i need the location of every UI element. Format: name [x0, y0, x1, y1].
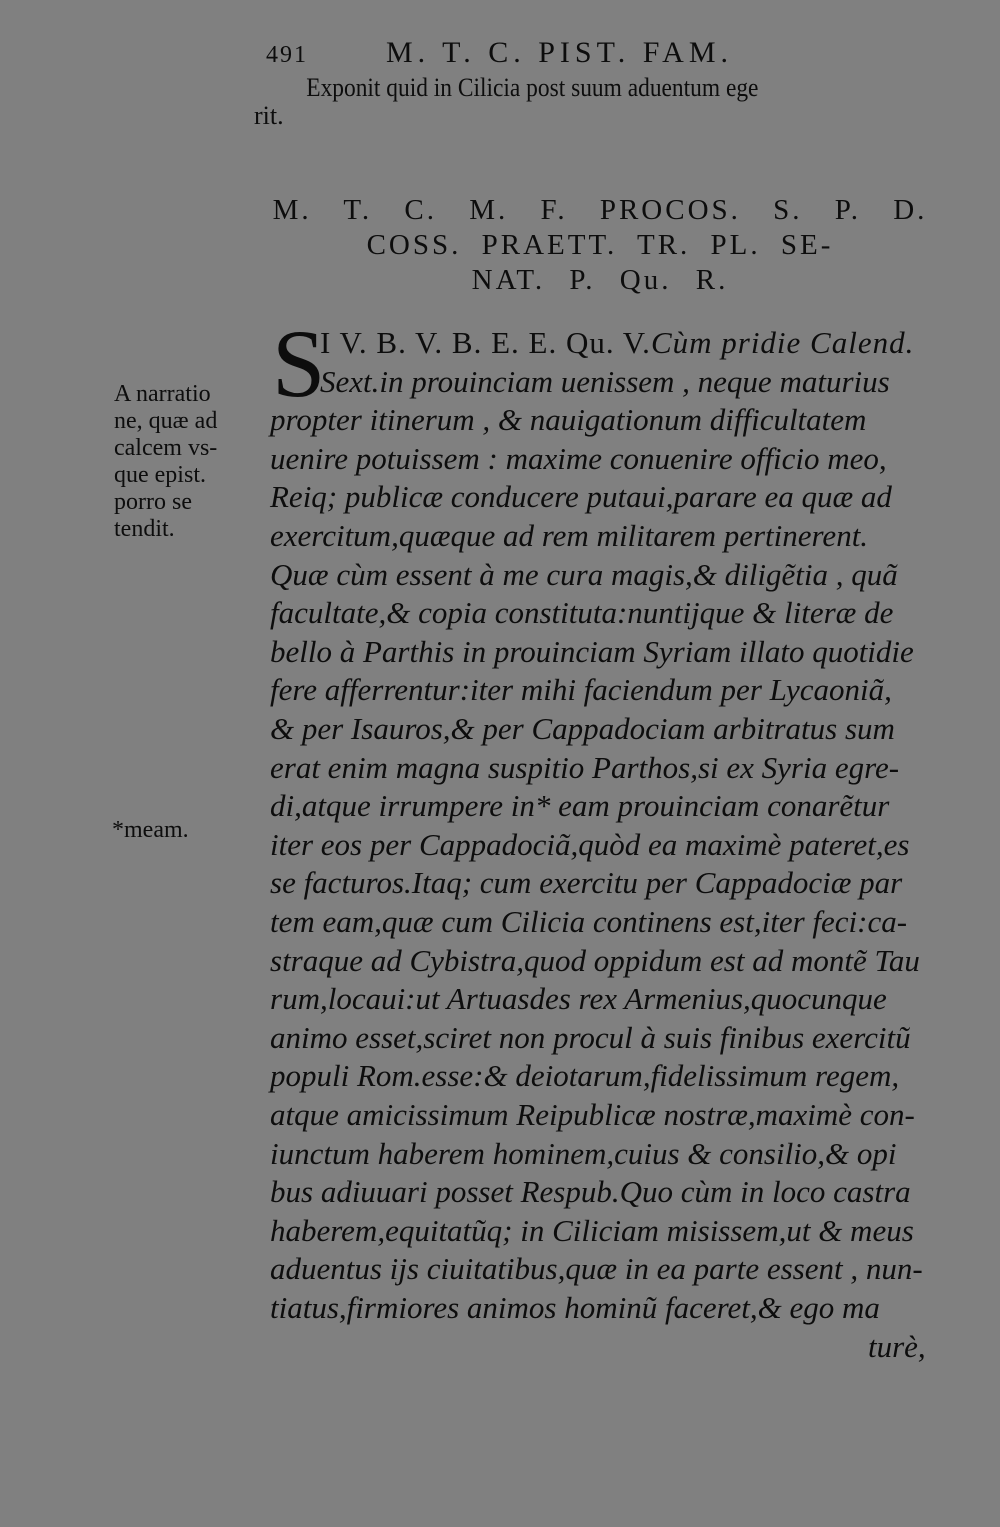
body-line: fere afferrentur:iter mihi faciendum per Lycaoniã,: [270, 672, 892, 707]
body-line: bus adiuuari posset Respub.Quo cùm in loco castra: [270, 1174, 911, 1209]
body-line: se facturos.Itaq; cum exercitu per Cappadociæ par: [270, 865, 903, 900]
body-line: tem eam,quæ cum Cilicia continens est,iter feci:ca-: [270, 904, 908, 939]
body-line: [320, 324, 914, 362]
body-line: iunctum haberem hominem,cuius & consilio,& opi: [270, 1136, 897, 1171]
margin-note-line: tendit.: [114, 516, 175, 542]
margin-note: [112, 817, 262, 844]
body-line: di,atque irrumpere in* eam prouinciam conarẽtur: [270, 788, 890, 823]
salutation-line: M. T. C. M. F. PROCOS. S. P. D.: [272, 194, 928, 226]
body-line: bello à Parthis in prouinciam Syriam illato quotidie: [270, 634, 914, 669]
margin-note-line: calcem vs-: [114, 435, 218, 461]
body-line: Sext.in prouinciam uenissem , neque maturius: [320, 364, 890, 399]
margin-note-line: que epist.: [114, 462, 206, 488]
first-line-roman: I V. B. V. B. E. E. Qu. V.: [320, 325, 651, 360]
margin-note-line: A narratio: [114, 381, 211, 407]
margin-note-line: ne, quæ ad: [114, 408, 218, 434]
body-line: rum,locaui:ut Artuasdes rex Armenius,quocunque: [270, 981, 887, 1016]
body-line: exercitum,quæque ad rem militarem pertinerent.: [270, 518, 869, 553]
body-line: animo esset,sciret non procul à suis finibus exercitũ: [270, 1020, 911, 1055]
body-line: erat enim magna suspitio Parthos,si ex Syria egre-: [270, 750, 900, 785]
drop-cap: S: [272, 310, 326, 417]
argument-line: rit.: [254, 101, 284, 130]
body-line: & per Isauros,& per Cappadociam arbitratus sum: [270, 711, 895, 746]
body-line: facultate,& copia constituta:nuntijque & literæ de: [270, 595, 894, 630]
first-line-italic: Cùm pridie Calend.: [650, 325, 915, 360]
letter-salutation: [250, 193, 950, 298]
margin-note-line: porro se: [114, 489, 192, 515]
running-head-title: M. T. C. PIST. FAM.: [386, 36, 733, 69]
body-line: uenire potuissem : maxime conuenire officio meo,: [270, 441, 887, 476]
body-line: haberem,equitatũq; in Ciliciam misissem,ut & meus: [270, 1213, 914, 1248]
body-line: iter eos per Cappadociã,quòd ea maximè pateret,es: [270, 827, 910, 862]
body-line: straque ad Cybistra,quod oppidum est ad montẽ Tau: [270, 943, 920, 978]
body-line: aduentus ijs ciuitatibus,quæ in ea parte essent , nun-: [270, 1251, 923, 1286]
salutation-line: COSS. PRAETT. TR. PL. SE-: [366, 229, 834, 261]
body-line: turè,: [868, 1329, 926, 1364]
margin-note: [114, 381, 264, 543]
running-head: [266, 36, 733, 70]
body-line: tiatus,firmiores animos hominũ faceret,& ego ma: [270, 1290, 880, 1325]
body-line: atque amicissimum Reipublicæ nostræ,maximè con-: [270, 1097, 915, 1132]
letter-argument: [254, 74, 964, 130]
salutation-line: NAT. P. Qu. R.: [471, 264, 729, 296]
body-line: propter itinerum , & nauigationum difficultatem: [270, 402, 867, 437]
body-line: Quæ cùm essent à me cura magis,& diligẽtia , quã: [270, 557, 898, 592]
argument-line: Exponit quid in Cilicia post suum aduentum ege: [306, 73, 759, 102]
margin-note-line: *meam.: [112, 817, 189, 843]
body-line: populi Rom.esse:& deiotarum,fidelissimum regem,: [270, 1058, 900, 1093]
body-line: Reiq; publicæ conducere putaui,parare ea quæ ad: [270, 479, 892, 514]
page-number: 491: [266, 42, 308, 68]
